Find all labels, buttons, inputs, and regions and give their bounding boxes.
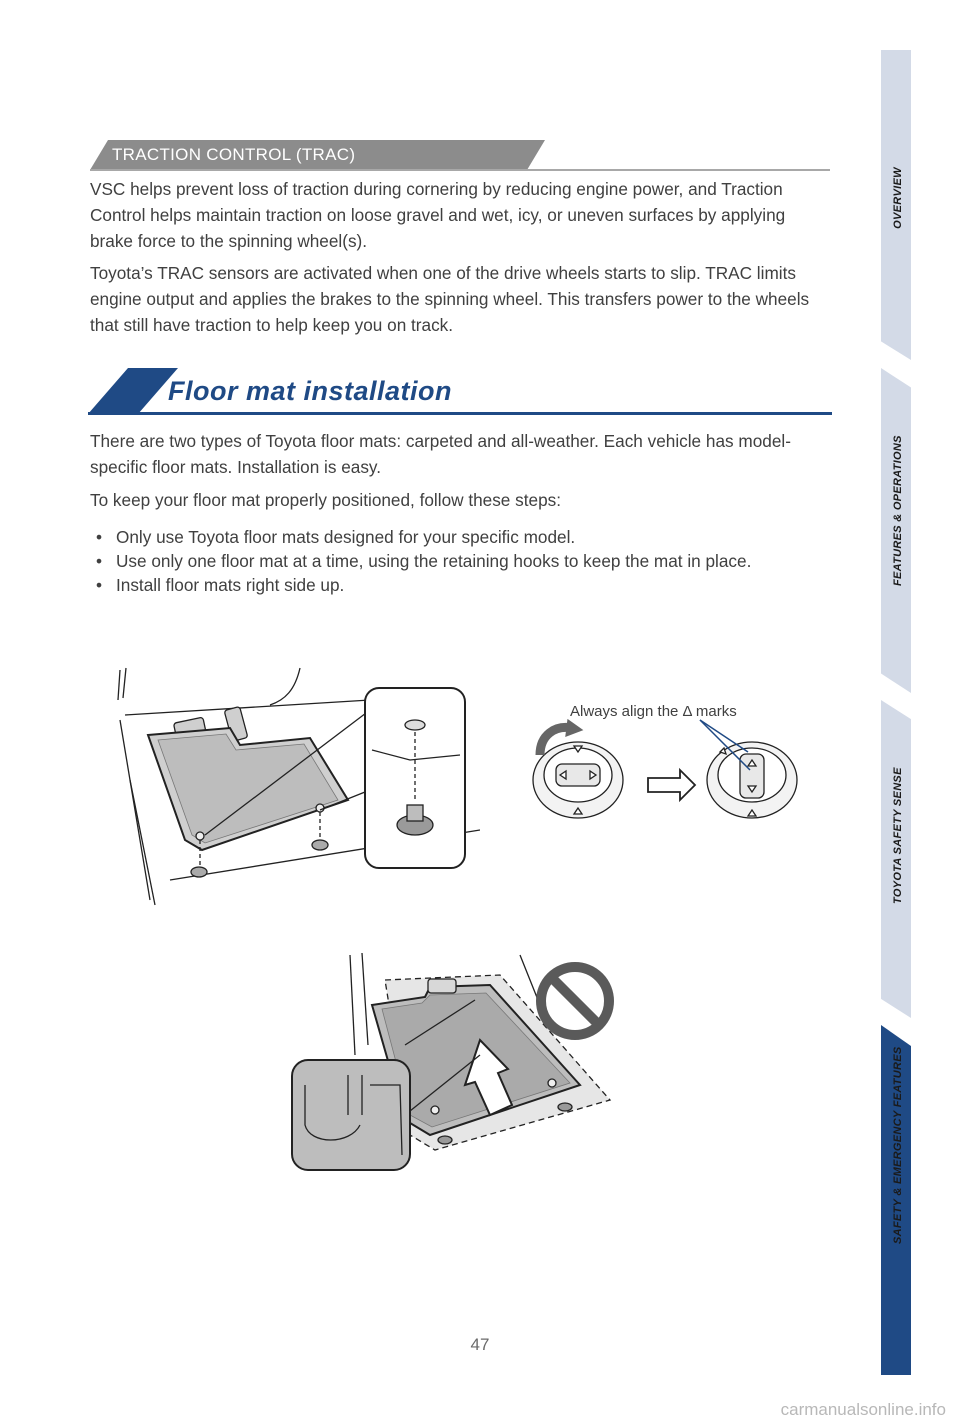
list-item: • Use only one floor mat at a time, using the retaining hooks to keep the mat in place.	[90, 549, 830, 573]
trac-paragraph-2: Toyota’s TRAC sensors are activated when one of the drive wheels starts to slip. TRAC limits engine output and applies the brakes to the spinning wheel. This transfers power to the wheels that still have traction to help keep you on track.	[90, 263, 810, 335]
align-marks-label: Always align the Δ marks	[570, 703, 737, 720]
list-item: • Only use Toyota floor mats designed for your specific model.	[90, 525, 830, 549]
watermark: carmanualsonline.info	[780, 1400, 946, 1419]
trac-paragraph-1: VSC helps prevent loss of traction during cornering by reducing engine power, and Traction Control helps maintain traction on loose gravel and wet, icy, or uneven surfaces by applying brake force to the spinning wheel(s).	[90, 179, 786, 251]
floor-mat-paragraph-2: To keep your floor mat properly positioned, follow these steps:	[90, 490, 561, 510]
side-tab-label-toyota-safety-sense: TOYOTA SAFETY SENSE	[892, 767, 904, 904]
side-tab-label-safety-emergency: SAFETY & EMERGENCY FEATURES	[892, 1046, 904, 1244]
section-title: Floor mat installation	[168, 376, 453, 406]
side-tab-label-features-operations: FEATURES & OPERATIONS	[892, 435, 904, 586]
list-item: • Install floor mats right side up.	[90, 573, 830, 597]
section-title-rule	[88, 412, 832, 415]
section-tab-marker	[88, 368, 178, 416]
side-tab-label-overview: OVERVIEW	[892, 167, 904, 229]
floor-mat-hooks-illustration	[110, 660, 480, 910]
floor-mat-steps-list	[90, 525, 830, 597]
prohibited-icon	[534, 960, 616, 1042]
trac-heading: TRACTION CONTROL (TRAC)	[112, 145, 356, 164]
trac-heading-rule	[90, 169, 830, 171]
page-number: 47	[470, 1335, 490, 1354]
floor-mat-paragraph-1: There are two types of Toyota floor mats: carpeted and all-weather. Each vehicle has model-specific floor mats. Installation is easy.	[90, 431, 791, 477]
